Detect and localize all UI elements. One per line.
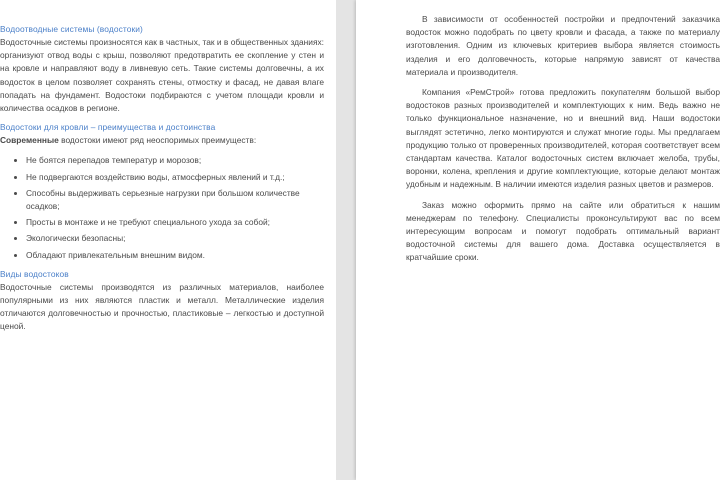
list-item (14, 232, 324, 245)
list-item (14, 154, 324, 167)
list-item-text: Способны выдерживать серьезные нагрузки при большом количестве осадков; (26, 187, 300, 212)
list-item-text: Просты в монтаже и не требуют специального ухода за собой; (26, 217, 270, 228)
bullet-icon (14, 237, 17, 240)
list-item (14, 216, 324, 229)
body-paragraph: Заказ можно оформить прямо на сайте или обратиться к нашим менеджерам по телефону. Специалисты проконсультируют вас по всем интересующим вопросам и помогут подобрать оптимальный вариант водосточной системы для вашего дома. Доставка осуществляется в кратчайшие сроки. (406, 199, 720, 263)
advantages-list (0, 154, 324, 261)
body-paragraph: В зависимости от особенностей постройки и предпочтений заказчика водосток можно подобрать по цвету кровли и фасада, а также по материалу изготовления. Одним из ключевых критериев выбора является стоимость изделия и его долговечность, которые напрямую зависят от качества материала и производителя. (406, 14, 720, 77)
bullets-intro (0, 134, 324, 147)
bullets-intro-text: водостоки имеют ряд неоспоримых преимуществ: (61, 135, 257, 146)
document-page-left (0, 0, 336, 480)
list-item-text: Экологически безопасны; (26, 233, 126, 244)
list-item (14, 171, 324, 184)
page-gutter (336, 0, 356, 480)
bullet-icon (14, 192, 17, 195)
list-item (14, 249, 324, 262)
bullet-icon (14, 159, 17, 162)
body-paragraph: Водосточные системы производятся из различных материалов, наиболее популярными из них являются пластик и металл. Металлические изделия отличаются долговечностью и прочностью, пластиковые – легкостью и доступной ценой. (0, 281, 324, 332)
list-item-text: Не боятся перепадов температур и морозов; (26, 155, 202, 166)
list-item (14, 187, 324, 213)
section-heading: Водостоки для кровли – преимущества и достоинства (0, 122, 216, 133)
section-heading: Виды водостоков (0, 268, 69, 279)
document-page-right (356, 0, 720, 480)
bullet-icon (14, 254, 17, 257)
body-paragraph: Компания «РемСтрой» готова предложить покупателям большой выбор водостоков разных производителей и комплектующих к ним. Ведь важно не только функциональное назначение, но и внешний вид. Наши водостоки выглядят эстетично, легко монтируются и служат многие годы. Мы предлагаем продукцию только от проверенных производителей, которая соответствует всем стандартам качества. Каталог водосточных систем включает желоба, трубы, воронки, колена, крепления и другие комплектующие, которые делают монтаж удобным и надежным. В наличии имеются изделия разных цветов и размеров. (406, 87, 720, 190)
section-heading: Водоотводные системы (водостоки) (0, 24, 143, 34)
bullets-intro-lead: Современные (0, 135, 59, 146)
bullet-icon (14, 221, 17, 224)
bullet-icon (14, 176, 17, 179)
body-paragraph: Водосточные системы произносятся как в частных, так и в общественных зданиях: организуют отвод воды с крыш, позволяют предотвратить ее скопление у стен и на кровле и направляют воду в ливневую сеть. Такие системы долговечны, а их водосток в целом позволяет сохранять стены, отмостку и фасад, не давая влаге попадать на фундамент. Водостоки подбираются с учетом площади кровли и количества осадков в регионе. (0, 37, 324, 114)
list-item-text: Обладают привлекательным внешним видом. (26, 249, 205, 260)
list-item-text: Не подвергаются воздействию воды, атмосферных явлений и т.д.; (26, 171, 285, 182)
